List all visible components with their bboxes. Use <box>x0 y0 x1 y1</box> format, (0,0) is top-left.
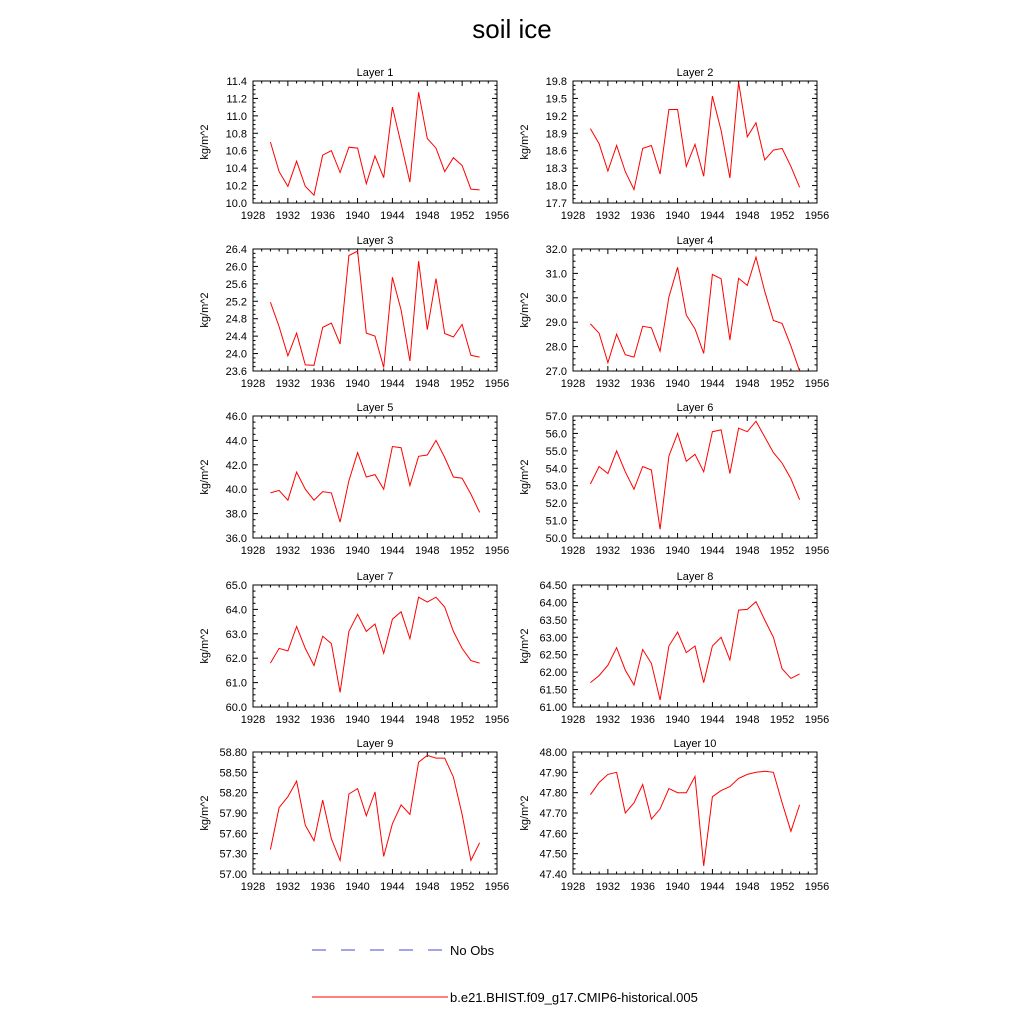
y-tick-label: 61.00 <box>539 702 567 714</box>
x-tick-label: 1928 <box>560 545 586 557</box>
panel-title: Layer 2 <box>676 67 714 79</box>
y-tick-label: 11.4 <box>226 76 247 88</box>
y-tick-label: 57.0 <box>545 411 567 423</box>
x-tick-label: 1936 <box>630 378 655 390</box>
panel-title: Layer 5 <box>356 402 394 414</box>
y-tick-label: 61.50 <box>539 684 567 697</box>
x-tick-label: 1940 <box>345 545 370 557</box>
y-tick-label: 44.0 <box>225 435 247 448</box>
y-tick-label: 11.0 <box>226 110 247 123</box>
x-tick-label: 1940 <box>665 881 690 893</box>
y-tick-label: 47.40 <box>539 869 567 881</box>
x-tick-label: 1936 <box>310 881 335 893</box>
y-tick-label: 10.4 <box>225 163 247 176</box>
y-tick-label: 26.4 <box>225 244 247 256</box>
panel-title: Layer 4 <box>676 235 714 247</box>
y-axis-label: kg/m^2 <box>519 795 531 831</box>
x-tick-label: 1956 <box>804 545 830 557</box>
y-tick-label: 18.9 <box>545 128 567 141</box>
x-tick-label: 1944 <box>380 378 405 390</box>
y-tick-label: 64.0 <box>225 604 247 617</box>
legend-label-no-obs: No Obs <box>450 943 495 958</box>
y-tick-label: 47.90 <box>539 767 567 780</box>
y-axis-label: kg/m^2 <box>519 124 531 160</box>
x-tick-label: 1932 <box>275 545 301 557</box>
x-tick-label: 1956 <box>484 210 510 222</box>
x-tick-label: 1952 <box>769 545 795 557</box>
y-tick-label: 19.8 <box>545 76 567 88</box>
y-tick-label: 47.80 <box>539 787 567 800</box>
panel-title: Layer 10 <box>673 738 717 750</box>
y-tick-label: 23.6 <box>225 366 247 378</box>
y-tick-label: 24.0 <box>225 348 247 361</box>
x-tick-label: 1940 <box>345 714 370 726</box>
x-tick-label: 1928 <box>560 881 586 893</box>
chart-title: soil ice <box>472 14 552 44</box>
y-tick-label: 64.50 <box>539 580 567 592</box>
x-tick-label: 1932 <box>595 378 621 390</box>
x-tick-label: 1940 <box>665 545 690 557</box>
y-tick-label: 61.0 <box>225 677 247 690</box>
y-tick-label: 28.0 <box>545 341 567 354</box>
y-tick-label: 10.8 <box>225 128 247 141</box>
x-tick-label: 1936 <box>310 210 335 222</box>
x-tick-label: 1956 <box>804 714 830 726</box>
panel-title: Layer 9 <box>356 738 394 750</box>
y-axis-label: kg/m^2 <box>519 292 531 328</box>
y-tick-label: 47.60 <box>539 828 567 841</box>
y-tick-label: 38.0 <box>225 508 247 521</box>
panel-title: Layer 8 <box>676 571 714 583</box>
y-tick-label: 42.0 <box>225 459 247 472</box>
y-tick-label: 24.4 <box>225 331 247 344</box>
y-tick-label: 48.00 <box>539 747 567 759</box>
y-tick-label: 19.5 <box>545 93 567 106</box>
x-tick-label: 1928 <box>240 714 266 726</box>
x-tick-label: 1952 <box>449 545 475 557</box>
y-tick-label: 57.00 <box>219 869 247 881</box>
y-tick-label: 18.6 <box>545 145 567 158</box>
x-tick-label: 1952 <box>449 210 475 222</box>
x-tick-label: 1944 <box>380 881 405 893</box>
y-tick-label: 10.0 <box>225 198 247 210</box>
y-tick-label: 60.0 <box>225 702 247 714</box>
x-tick-label: 1948 <box>735 714 760 726</box>
x-tick-label: 1952 <box>769 881 795 893</box>
x-tick-label: 1952 <box>769 210 795 222</box>
y-tick-label: 64.00 <box>539 597 567 610</box>
y-tick-label: 62.00 <box>539 667 567 680</box>
x-tick-label: 1932 <box>595 714 621 726</box>
x-tick-label: 1944 <box>700 714 725 726</box>
y-tick-label: 36.0 <box>225 533 247 545</box>
y-tick-label: 32.0 <box>545 244 567 256</box>
y-axis-label: kg/m^2 <box>519 628 531 664</box>
x-tick-label: 1948 <box>415 545 440 557</box>
x-tick-label: 1948 <box>735 881 760 893</box>
x-tick-label: 1936 <box>630 210 655 222</box>
x-tick-label: 1932 <box>595 210 621 222</box>
x-tick-label: 1936 <box>310 714 335 726</box>
x-tick-label: 1932 <box>595 881 621 893</box>
x-tick-label: 1932 <box>595 545 621 557</box>
x-tick-label: 1936 <box>310 545 335 557</box>
x-tick-label: 1928 <box>240 210 266 222</box>
y-tick-label: 62.50 <box>539 649 567 662</box>
y-tick-label: 50.0 <box>545 533 567 545</box>
x-tick-label: 1944 <box>380 545 405 557</box>
x-tick-label: 1944 <box>700 545 725 557</box>
y-tick-label: 63.0 <box>225 628 247 641</box>
y-tick-label: 65.0 <box>225 580 247 592</box>
y-tick-label: 30.0 <box>545 292 567 305</box>
x-tick-label: 1952 <box>449 881 475 893</box>
y-tick-label: 10.6 <box>225 145 247 158</box>
y-tick-label: 31.0 <box>545 268 567 281</box>
x-tick-label: 1956 <box>804 210 830 222</box>
x-tick-label: 1944 <box>700 881 725 893</box>
x-tick-label: 1940 <box>665 378 690 390</box>
y-axis-label: kg/m^2 <box>199 628 211 664</box>
y-axis-label: kg/m^2 <box>519 459 531 495</box>
x-tick-label: 1932 <box>275 881 301 893</box>
x-tick-label: 1932 <box>275 378 301 390</box>
y-tick-label: 46.0 <box>225 411 247 423</box>
x-tick-label: 1940 <box>665 714 690 726</box>
x-tick-label: 1936 <box>630 881 655 893</box>
y-tick-label: 26.0 <box>225 261 247 274</box>
x-tick-label: 1948 <box>735 378 760 390</box>
y-tick-label: 62.0 <box>225 653 247 666</box>
x-tick-label: 1952 <box>449 378 475 390</box>
panel-title: Layer 7 <box>356 571 394 583</box>
x-tick-label: 1956 <box>484 545 510 557</box>
panel-title: Layer 1 <box>356 67 394 79</box>
y-axis-label: kg/m^2 <box>199 124 211 160</box>
x-tick-label: 1932 <box>275 210 301 222</box>
x-tick-label: 1948 <box>415 378 440 390</box>
x-tick-label: 1944 <box>380 210 405 222</box>
y-tick-label: 51.0 <box>545 515 567 528</box>
y-tick-label: 58.50 <box>219 767 247 780</box>
panel-title: Layer 3 <box>356 235 394 247</box>
y-axis-label: kg/m^2 <box>199 459 211 495</box>
x-tick-label: 1944 <box>380 714 405 726</box>
x-tick-label: 1940 <box>665 210 690 222</box>
x-tick-label: 1944 <box>700 378 725 390</box>
y-tick-label: 55.0 <box>545 445 567 458</box>
x-tick-label: 1936 <box>630 545 655 557</box>
x-tick-label: 1928 <box>240 545 266 557</box>
y-axis-label: kg/m^2 <box>199 292 211 328</box>
x-tick-label: 1956 <box>804 881 830 893</box>
y-tick-label: 27.0 <box>545 366 567 378</box>
panel-title: Layer 6 <box>676 402 714 414</box>
x-tick-label: 1956 <box>484 378 510 390</box>
x-tick-label: 1952 <box>449 714 475 726</box>
y-tick-label: 24.8 <box>225 313 247 326</box>
x-tick-label: 1948 <box>735 210 760 222</box>
x-tick-label: 1940 <box>345 881 370 893</box>
y-tick-label: 57.30 <box>219 848 247 861</box>
y-tick-label: 40.0 <box>225 484 247 497</box>
x-tick-label: 1928 <box>560 714 586 726</box>
x-tick-label: 1928 <box>560 210 586 222</box>
y-tick-label: 18.0 <box>545 180 567 193</box>
y-tick-label: 47.70 <box>539 808 567 820</box>
x-tick-label: 1948 <box>415 714 440 726</box>
y-tick-label: 53.0 <box>545 480 567 493</box>
y-tick-label: 58.80 <box>219 747 247 759</box>
y-tick-label: 29.0 <box>545 317 567 330</box>
y-tick-label: 63.00 <box>539 632 567 645</box>
y-tick-label: 18.3 <box>545 163 567 176</box>
y-tick-label: 56.0 <box>545 428 567 441</box>
x-tick-label: 1944 <box>700 210 725 222</box>
y-tick-label: 57.60 <box>219 828 247 841</box>
x-tick-label: 1956 <box>484 714 510 726</box>
y-tick-label: 52.0 <box>545 498 567 511</box>
x-tick-label: 1928 <box>240 881 266 893</box>
y-tick-label: 10.2 <box>225 180 247 193</box>
y-axis-label: kg/m^2 <box>199 795 211 831</box>
y-tick-label: 54.0 <box>545 463 567 476</box>
x-tick-label: 1948 <box>415 210 440 222</box>
x-tick-label: 1928 <box>240 378 266 390</box>
x-tick-label: 1928 <box>560 378 586 390</box>
y-tick-label: 11.2 <box>226 93 247 106</box>
x-tick-label: 1956 <box>484 881 510 893</box>
y-tick-label: 57.90 <box>219 808 247 820</box>
x-tick-label: 1952 <box>769 714 795 726</box>
x-tick-label: 1952 <box>769 378 795 390</box>
y-tick-label: 25.6 <box>225 278 247 291</box>
x-tick-label: 1940 <box>345 378 370 390</box>
y-tick-label: 47.50 <box>539 848 567 861</box>
x-tick-label: 1948 <box>735 545 760 557</box>
x-tick-label: 1956 <box>804 378 830 390</box>
y-tick-label: 19.2 <box>545 110 567 123</box>
x-tick-label: 1936 <box>310 378 335 390</box>
legend-label-model: b.e21.BHIST.f09_g17.CMIP6-historical.005 <box>450 990 698 1005</box>
y-tick-label: 58.20 <box>219 787 247 800</box>
x-tick-label: 1940 <box>345 210 370 222</box>
y-tick-label: 25.2 <box>225 296 247 309</box>
x-tick-label: 1932 <box>275 714 301 726</box>
x-tick-label: 1936 <box>630 714 655 726</box>
y-tick-label: 63.50 <box>539 614 567 627</box>
x-tick-label: 1948 <box>415 881 440 893</box>
y-tick-label: 17.7 <box>545 198 567 210</box>
